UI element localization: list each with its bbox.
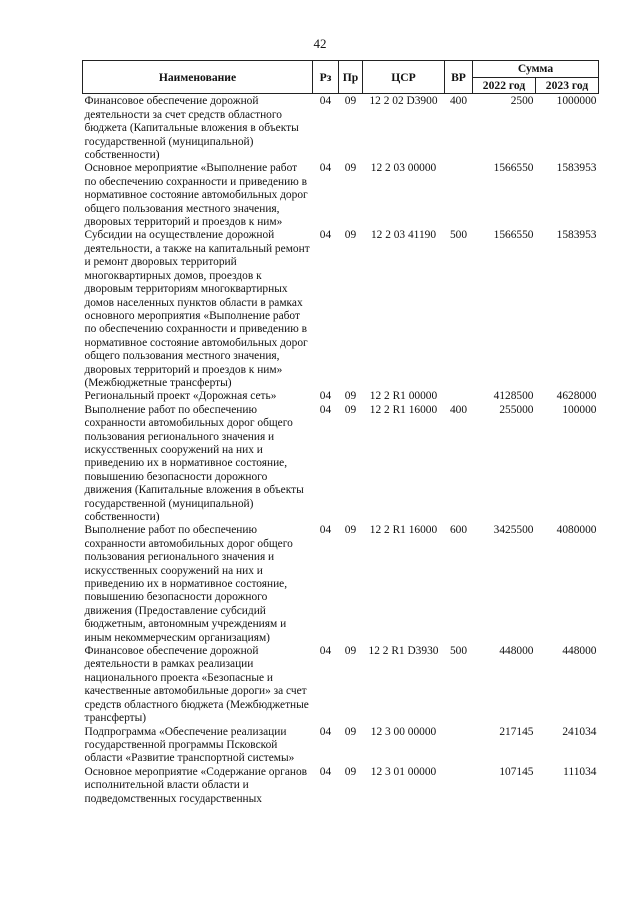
header-2022: 2022 год (473, 78, 536, 94)
cell-name: Финансовое обеспечение дорожной деятельности в рамках реализации национального проекта «Безопасные и качественные автомобильные дороги» за счет средств областного бюджета (Межбюджетные трансферты) (84, 645, 309, 725)
table-row (83, 390, 599, 403)
header-2023: 2023 год (536, 78, 599, 94)
cell-name: Подпрограмма «Обеспечение реализации государственной программы Псковской области «Развитие транспортной системы» (84, 725, 295, 765)
cell-name: Выполнение работ по обеспечению сохранности автомобильных дорог общего пользования регионального значения и искусственных сооружений на них и приведению их в нормативное состояние, повышению безопасности дорожного движения (Капитальные вложения в объекты государственной (муниципальной) собственности) (84, 403, 304, 523)
cell-name: Основное мероприятие «Содержание органов исполнительной власти области и подведомственных государственных (84, 765, 308, 805)
cell-rz: 04 (319, 229, 332, 242)
cell-sum-2023: 448000 (562, 645, 597, 658)
cell-csr: 12 3 01 00000 (370, 765, 437, 778)
cell-pr: 09 (344, 390, 357, 403)
cell-pr: 09 (344, 765, 357, 778)
cell-name: Основное мероприятие «Выполнение работ по обеспечению сохранности и приведению в нормативное состояние автомобильных дорог общего пользования местного значения, дворовых территорий и проездов к ним» (84, 162, 308, 229)
cell-sum-2023: 111034 (563, 765, 597, 778)
table-row (83, 524, 599, 645)
cell-csr: 12 2 03 00000 (370, 162, 437, 175)
table-row (83, 766, 599, 806)
cell-sum-2022: 1566550 (493, 162, 534, 175)
page-number: 42 (313, 36, 327, 51)
cell-rz: 04 (319, 765, 332, 778)
cell-vr: 500 (449, 229, 468, 242)
cell-pr: 09 (344, 524, 357, 537)
header-vr: ВР (445, 61, 473, 94)
cell-csr: 12 2 R1 00000 (369, 390, 438, 403)
cell-sum-2023: 100000 (562, 403, 597, 416)
cell-sum-2022: 107145 (499, 765, 534, 778)
cell-vr (445, 390, 473, 403)
table-row (83, 229, 599, 390)
budget-table (82, 60, 599, 806)
cell-rz: 04 (319, 725, 332, 738)
cell-pr: 09 (344, 645, 357, 658)
header-pr: Пр (339, 61, 363, 94)
cell-sum-2022: 255000 (499, 403, 534, 416)
table-row (83, 404, 599, 525)
header-sum: Сумма (473, 61, 599, 78)
cell-rz: 04 (319, 162, 332, 175)
cell-pr: 09 (344, 95, 357, 108)
cell-rz: 04 (319, 524, 332, 537)
cell-vr: 500 (449, 645, 468, 658)
cell-vr: 400 (449, 95, 468, 108)
cell-rz: 04 (319, 390, 332, 403)
cell-sum-2022: 4128500 (493, 390, 534, 403)
table-row (83, 726, 599, 766)
cell-sum-2022: 217145 (499, 725, 534, 738)
cell-csr: 12 2 02 D3900 (369, 95, 438, 108)
cell-sum-2022: 2500 (510, 95, 534, 108)
cell-sum-2023: 1000000 (556, 95, 597, 108)
cell-name: Региональный проект «Дорожная сеть» (84, 390, 277, 403)
cell-sum-2022: 3425500 (493, 524, 534, 537)
cell-pr: 09 (344, 162, 357, 175)
header-csr: ЦСР (363, 61, 445, 94)
table-row (83, 645, 599, 725)
table-row (83, 94, 599, 163)
table-body (83, 94, 599, 806)
cell-vr (445, 162, 473, 229)
cell-sum-2023: 1583953 (556, 229, 597, 242)
cell-sum-2023: 4080000 (556, 524, 597, 537)
cell-csr: 12 2 R1 16000 (369, 403, 438, 416)
cell-name: Финансовое обеспечение дорожной деятельности за счет средств областного бюджета (Капитальные вложения в объекты государственной (муниципальной) собственности) (84, 95, 299, 162)
cell-pr: 09 (344, 725, 357, 738)
cell-pr: 09 (344, 229, 357, 242)
cell-rz: 04 (319, 403, 332, 416)
cell-rz: 04 (319, 645, 332, 658)
cell-name: Субсидии на осуществление дорожной деятельности, а также на капитальный ремонт и ремонт дворовых территорий многоквартирных домов, проездов к дворовым территориям многоквартирных домов населенных пунктов области в рамках основного мероприятия «Выполнение работ по обеспечению сохранности и приведению в нормативное состояние автомобильных дорог общего пользования местного значения, дворовых территорий и проездов к ним» (Межбюджетные трансферты) (84, 229, 310, 389)
table-row (83, 162, 599, 229)
cell-pr: 09 (344, 403, 357, 416)
cell-vr: 400 (449, 403, 468, 416)
cell-sum-2022: 1566550 (493, 229, 534, 242)
cell-vr (445, 766, 473, 806)
cell-csr: 12 2 03 41190 (370, 229, 437, 242)
cell-name: Выполнение работ по обеспечению сохранности автомобильных дорог общего пользования регионального значения и искусственных сооружений на них и приведению их в нормативное состояние, повышению безопасности дорожного движения (Предоставление субсидий бюджетным, автономным учреждениям и иным некоммерческим организациям) (84, 524, 293, 644)
cell-sum-2023: 4628000 (556, 390, 597, 403)
cell-sum-2023: 241034 (562, 725, 597, 738)
cell-vr: 600 (449, 524, 468, 537)
cell-csr: 12 2 R1 16000 (369, 524, 438, 537)
header-name: Наименование (83, 61, 313, 94)
header-rz: Рз (313, 61, 339, 94)
cell-vr (445, 726, 473, 766)
cell-rz: 04 (319, 95, 332, 108)
cell-sum-2023: 1583953 (556, 162, 597, 175)
cell-csr: 12 3 00 00000 (370, 725, 437, 738)
cell-csr: 12 2 R1 D3930 (368, 645, 439, 658)
cell-sum-2022: 448000 (499, 645, 534, 658)
